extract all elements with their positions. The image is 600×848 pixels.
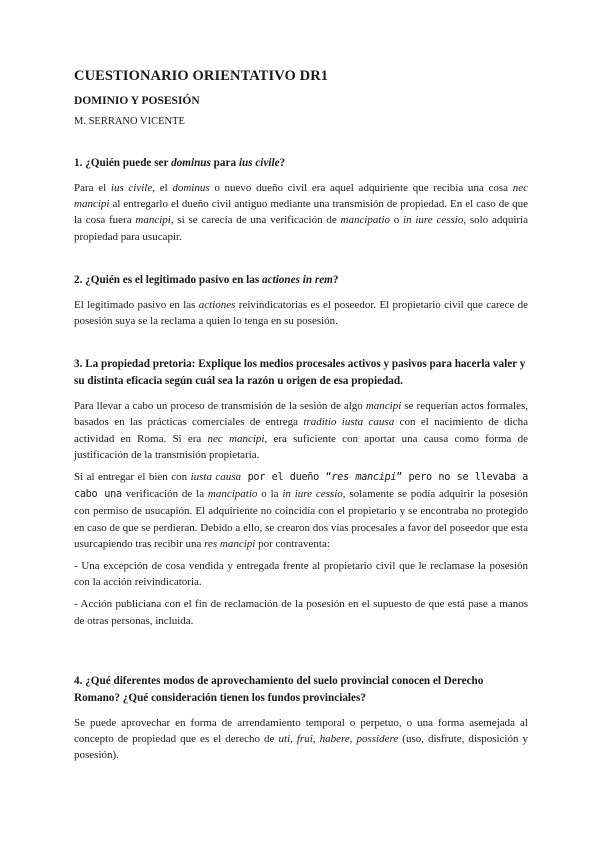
document-title: CUESTIONARIO ORIENTATIVO DR1 [74,68,329,84]
answer-3-paragraph-2: Si al entregar el bien con iusta causa por el dueño “res mancipi” pero no se llevaba a cabo una verificación de la mancipatio o la in iure cessio, solamente se podía adquirir la posesión con permiso de usucapión. El adquiriente no coincidía con el propietario y se encontraba no protegido en caso de que se perdieran. Debido a ello, se crearon dos vías procesales a favor del poseedor que esta usurcapiendo tras recibir una res mancipi por contraventa: [74,471,528,550]
document-author: M. SERRANO VICENTE [74,116,185,127]
question-2: 2. ¿Quién es el legitimado pasivo en las actiones in rem? [74,273,339,286]
question-3: 3. La propiedad pretoria: Explique los medios procesales activos y pasivos para hacerla valer y su distinta eficacia según cuál sea la razón u origen de esa propiedad. [74,358,526,388]
answer-3-paragraph-1: Para llevar a cabo un proceso de transmisión de la sesión de algo mancipi se requerían actos formales, basados en las prácticas comerciales de entrega traditio iusta causa con el nacimiento de dicha actividad en Roma. Si era nec mancipi, era suficiente con aportar una causa como forma de justificación de la transmisión propietaria. [74,400,529,461]
question-1: 1. ¿Quién puede ser dominus para ius civile? [74,157,286,169]
answer-3-bullet-1: - Una excepción de cosa vendida y entregada frente al propietario civil que le reclamase la posesión con la acción reivindicatoria. [74,560,528,589]
answer-1: Para el ius civile, el dominus o nuevo dueño civil era aquel adquiriente que recibía una cosa nec mancipi al entregarlo el dueño civil antiguo mediante una transmisión de propiedad. En el caso de que la cosa fuera mancipi, si se carecía de una verificación de mancipatio o in iure cessio, solo adquiría propiedad para usucapir. [74,182,529,243]
answer-4: Se puede aprovechar en forma de arrendamiento temporal o perpetuo, o una forma asemejada al concepto de propiedad que es el derecho de uti, frui, habere, possidere (uso, disfrute, disposición y posesión). [74,716,529,762]
question-4: 4. ¿Qué diferentes modos de aprovechamiento del suelo provincial conocen el Derecho Romano? ¿Qué consideración tienen los fundos provinciales? [74,674,484,704]
document-subtitle: DOMINIO Y POSESIÓN [74,95,200,107]
answer-3-bullet-2: - Acción publiciana con el fin de reclamación de la posesión en el supuesto de que está pase a manos de otras personas, incluida. [74,598,528,627]
document-page [74,68,528,769]
answer-2: El legitimado pasivo en las actiones reivindicatorias es el poseedor. El propietario civil que carece de posesión suya se la reclama a quien lo tenga en su posesión. [74,298,528,328]
